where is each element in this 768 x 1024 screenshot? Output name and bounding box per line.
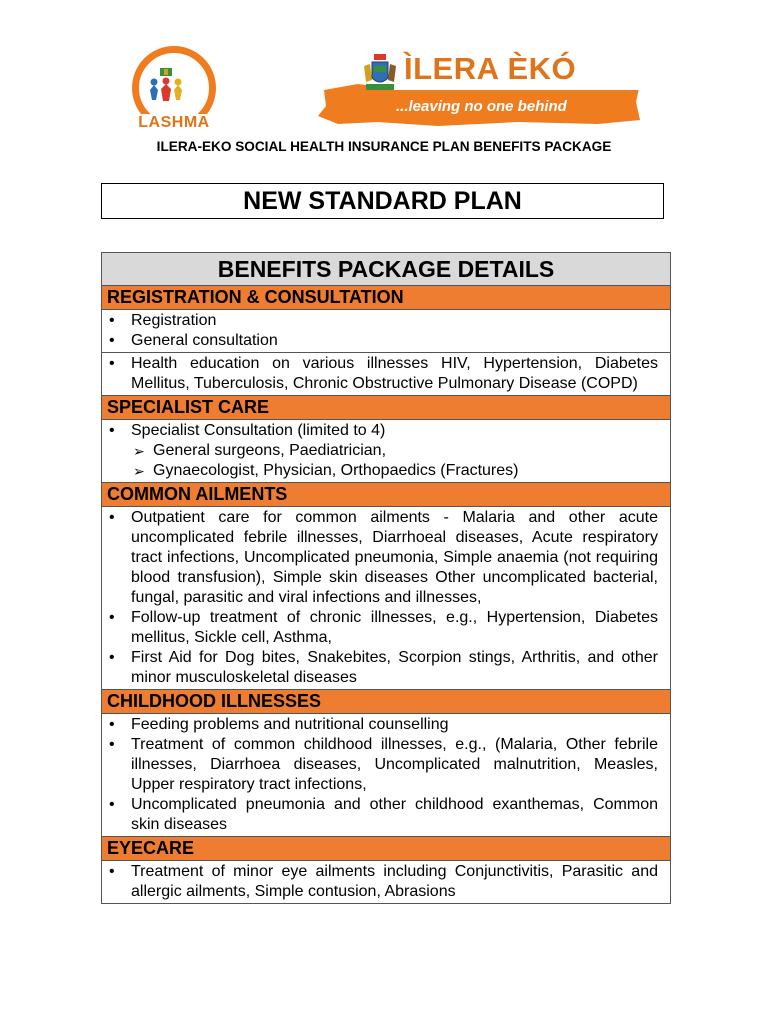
section-heading-common-ailments: COMMON AILMENTS [102,483,670,507]
document-subtitle: ILERA-EKO SOCIAL HEALTH INSURANCE PLAN BENEFITS PACKAGE [156,139,612,154]
ilera-eko-tagline: ...leaving no one behind [396,98,567,115]
plan-title: NEW STANDARD PLAN [101,183,664,219]
benefits-table [101,252,671,904]
bullet-text: Specialist Consultation (limited to 4) [131,422,386,439]
coat-of-arms-icon [360,52,400,94]
bullet-item [107,648,658,688]
bullet-item [107,354,658,394]
ilera-eko-brand: ÌLERA ÈKÓ [404,51,577,86]
bullet-item [107,862,658,902]
bullet-list [107,421,658,481]
bullet-text: Treatment of common childhood illnesses, e.g., (Malaria, Other febrile illnesses, Diarrhoea diseases, Uncomplicated malnutrition, Measles, Upper respiratory tract infections, [131,736,658,793]
bullet-text: General consultation [131,332,278,349]
bullet-item [107,608,658,648]
people-icon [148,68,184,102]
section-cell [102,353,670,396]
bullet-text: Follow-up treatment of chronic illnesses, e.g., Hypertension, Diabetes mellitus, Sickle cell, Asthma, [131,609,658,646]
section-heading-registration-consultation: REGISTRATION & CONSULTATION [102,286,670,310]
lashma-logo [120,46,228,132]
bullet-item [107,311,658,331]
bullet-list [107,715,658,835]
bullet-list [107,354,658,394]
bullet-item [107,715,658,735]
bullet-text: Treatment of minor eye ailments including Conjunctivitis, Parasitic and allergic ailments, Simple contusion, Abrasions [131,863,658,900]
bullet-text: Health education on various illnesses HIV, Hypertension, Diabetes Mellitus, Tuberculosis, Chronic Obstructive Pulmonary Disease (COPD) [131,355,658,392]
bullet-text: Registration [131,312,217,329]
bullet-list [107,862,658,902]
section-cell [102,861,670,903]
sub-list [131,441,658,481]
bullet-item [107,331,658,351]
section-heading-eyecare: EYECARE [102,837,670,861]
bullet-item [107,508,658,608]
section-heading-childhood-illnesses: CHILDHOOD ILLNESSES [102,690,670,714]
lashma-logo-text: LASHMA [120,114,228,132]
ilera-eko-logo [318,50,648,128]
section-cell [102,714,670,837]
bullet-item [107,735,658,795]
bullet-text: Outpatient care for common ailments - Malaria and other acute uncomplicated febrile illnesses, Diarrhoeal diseases, Acute respiratory tract infections, Uncomplicated pneumonia, Simple anaemia (not requiring blood transfusion), Simple skin diseases Other uncomplicated bacterial, fungal, parasitic and viral infections and illnesses, [131,509,658,606]
section-cell [102,420,670,483]
sub-item: ➢ General surgeons, Paediatrician, [131,441,658,461]
bullet-text: Feeding problems and nutritional counselling [131,716,449,733]
bullet-item [107,421,658,481]
bullet-list [107,311,658,351]
sub-item: ➢ Gynaecologist, Physician, Orthopaedics (Fractures) [131,461,658,481]
section-cell [102,310,670,353]
bullet-text: First Aid for Dog bites, Snakebites, Scorpion stings, Arthritis, and other minor musculoskeletal diseases [131,649,658,686]
benefits-table-header: BENEFITS PACKAGE DETAILS [102,253,670,286]
bullet-text: Uncomplicated pneumonia and other childhood exanthemas, Common skin diseases [131,796,658,833]
bullet-list [107,508,658,688]
section-heading-specialist-care: SPECIALIST CARE [102,396,670,420]
bullet-item [107,795,658,835]
section-cell [102,507,670,690]
